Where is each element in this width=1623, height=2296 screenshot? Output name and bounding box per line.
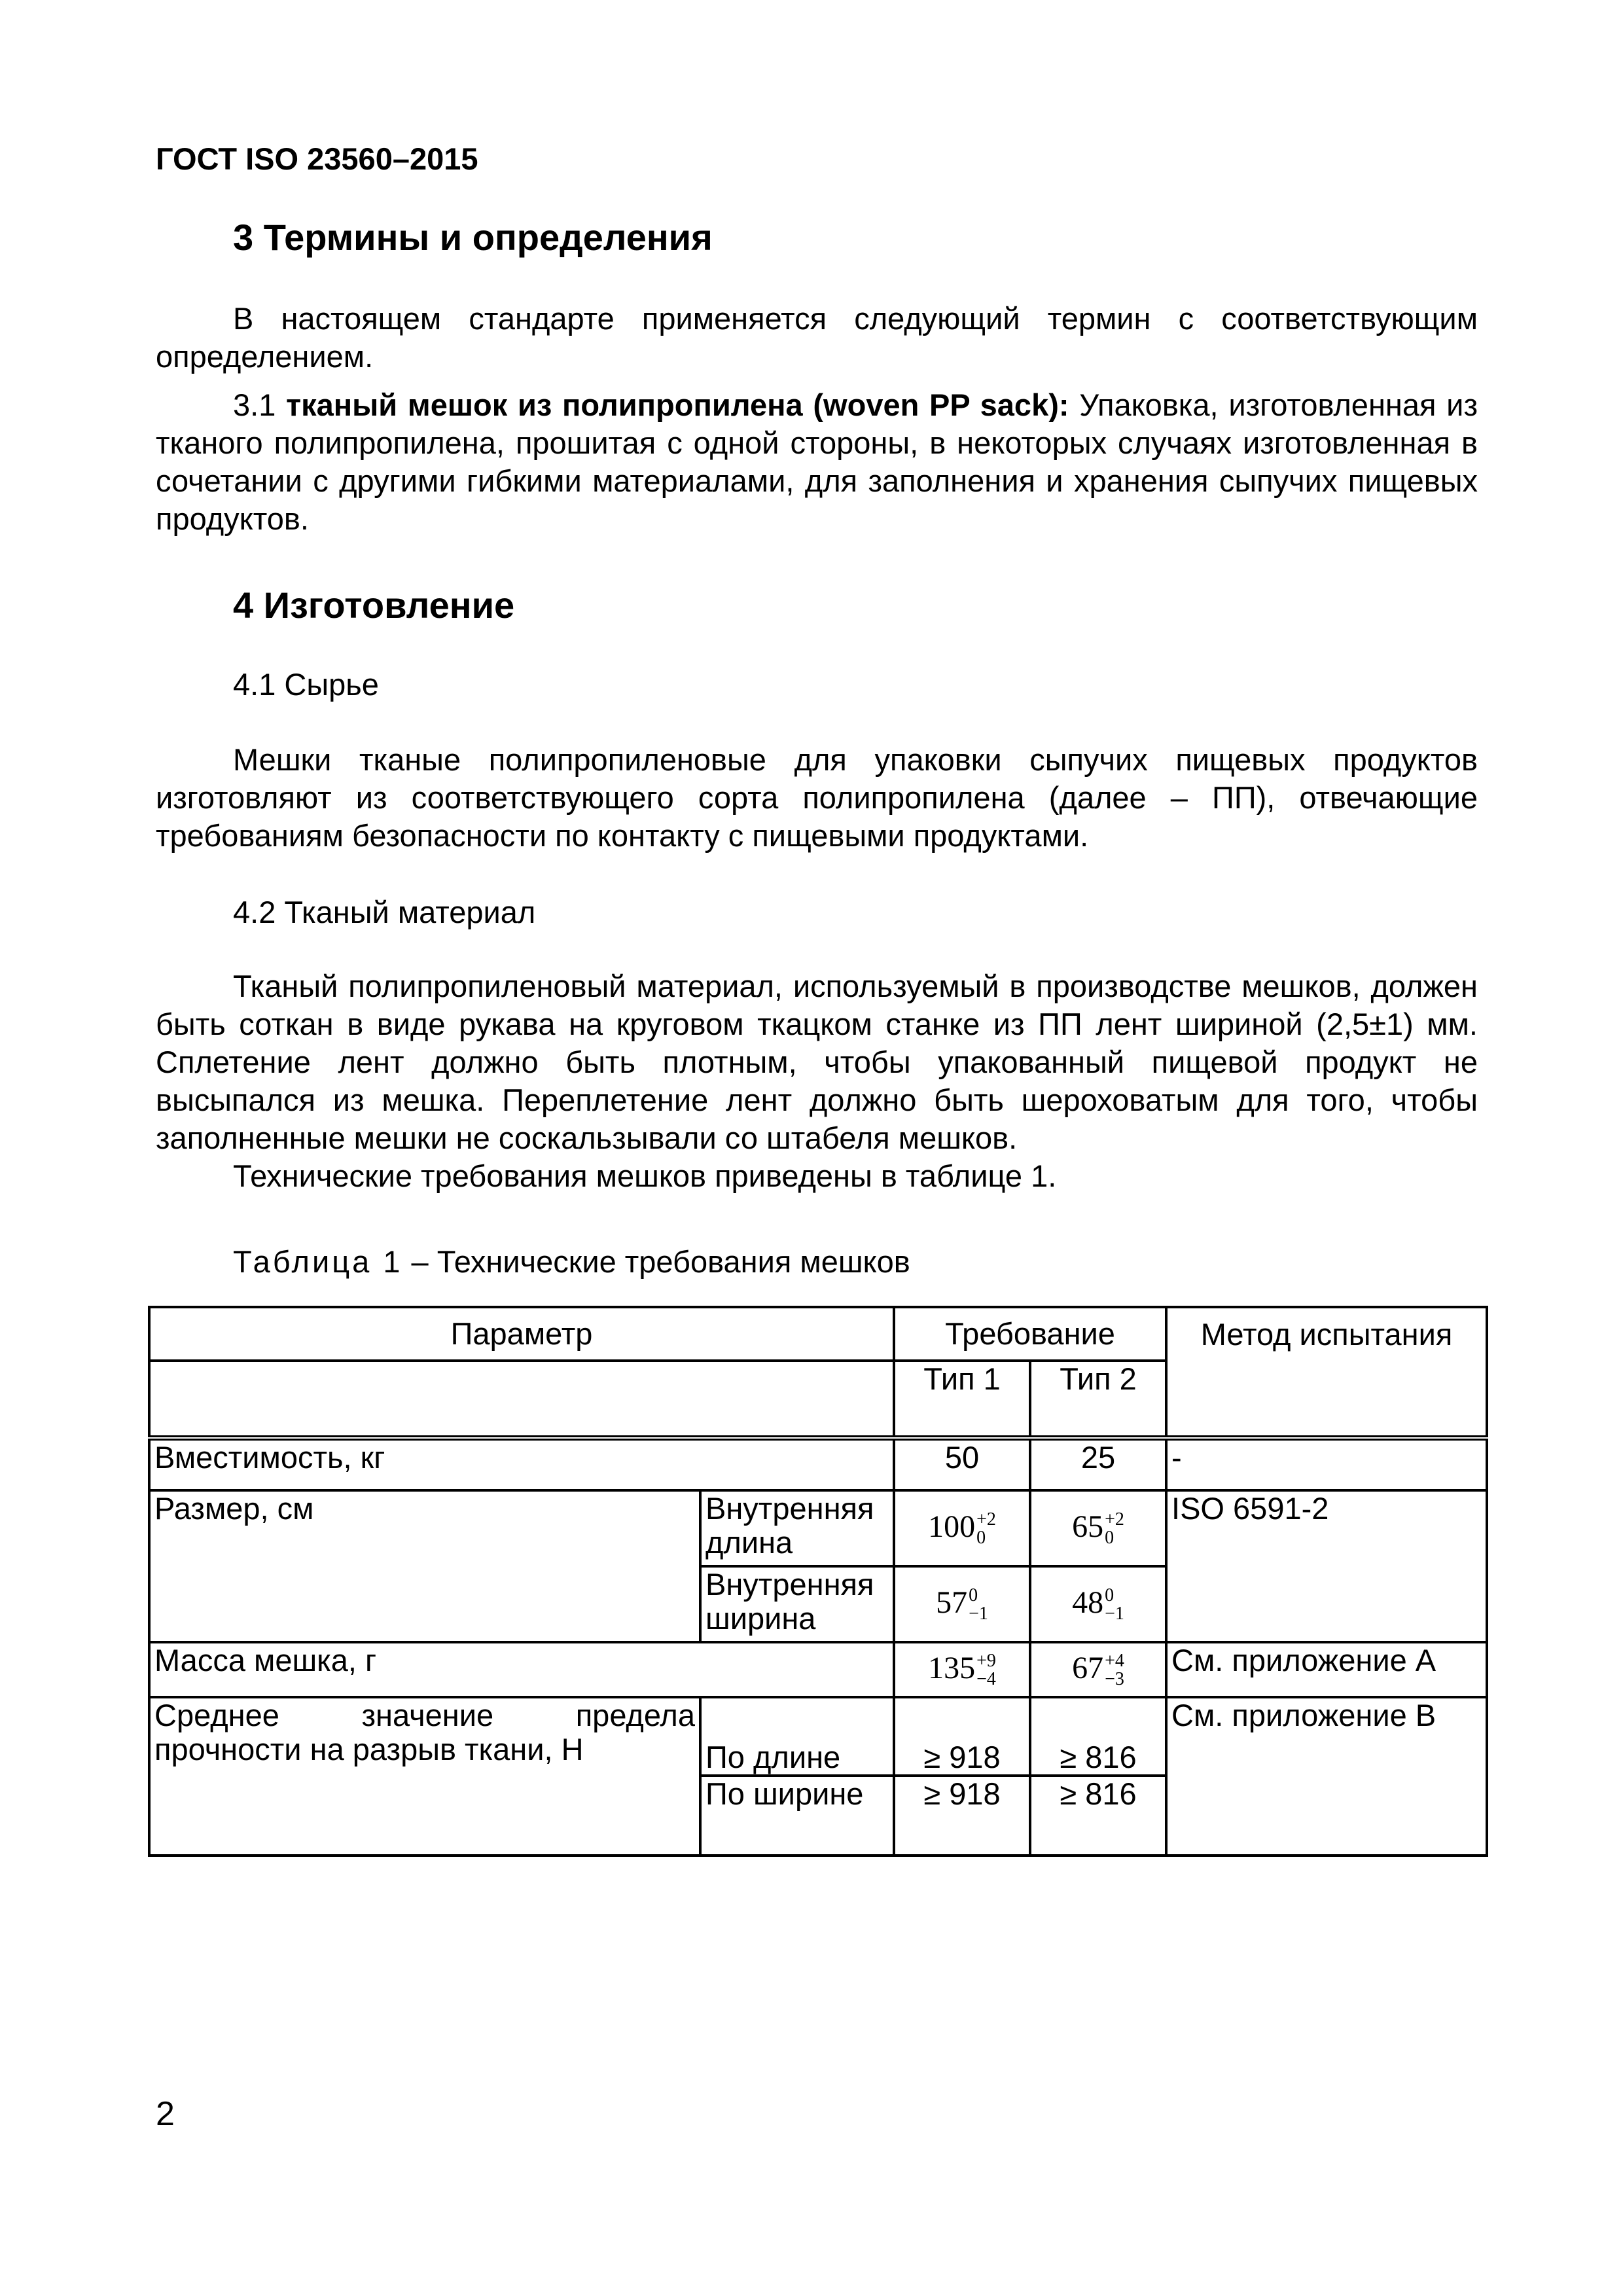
row-strength-label: Среднее значение предела прочности на разрыв ткани, Н bbox=[149, 1697, 700, 1856]
capacity-type-2: 25 bbox=[1030, 1438, 1166, 1490]
header-type-2: Тип 2 bbox=[1030, 1361, 1166, 1438]
section-3-title: 3 Термины и определения bbox=[233, 217, 713, 258]
term-number: 3.1 bbox=[233, 387, 287, 422]
inner-length-type-2: 65 +2 0 bbox=[1030, 1490, 1166, 1566]
inner-width-type-2: 48 0 −1 bbox=[1030, 1566, 1166, 1642]
header-method-empty bbox=[1166, 1361, 1487, 1438]
by-length-label: По длине bbox=[700, 1697, 894, 1776]
table-caption bbox=[233, 1244, 910, 1280]
subsection-4-2-text: Тканый полипропиленовый материал, используемый в производстве мешков, должен быть соткан в виде рукава на круговом ткацком станке из ПП лент шириной (2,5±1) мм. Сплетение лент должно быть плотным, чтобы упакованный пищевой продукт не высыпался из мешка. Переплетение лент должно быть шероховатым для того, чтобы заполненные мешки не соскальзывали со штабеля мешков. bbox=[156, 969, 1478, 1155]
row-mass-label: Масса мешка, г bbox=[149, 1642, 894, 1697]
document-header: ГОСТ ISO 23560–2015 bbox=[156, 141, 478, 176]
subsection-4-1-text: Мешки тканые полипропиленовые для упаковки сыпучих пищевых продуктов изготовляют из соответствующего сорта полипропилена (далее – ПП), отвечающие требованиям безопасности по контакту с пищевыми продуктами. bbox=[156, 742, 1478, 853]
capacity-type-1: 50 bbox=[894, 1438, 1030, 1490]
table-row bbox=[149, 1438, 1487, 1490]
by-length-type-2: ≥ 816 bbox=[1030, 1697, 1166, 1776]
header-type-1: Тип 1 bbox=[894, 1361, 1030, 1438]
section-4-title: 4 Изготовление bbox=[233, 584, 515, 626]
term-definition: Упаковка, изготовленная из тканого полипропилена, прошитая с одной стороны, в некоторых случаях изготовленная в сочетании с другими гибкими материалами, для заполнения и хранения сыпучих пищевых продуктов. bbox=[156, 387, 1478, 536]
table-caption-label: Таблица 1 bbox=[233, 1244, 403, 1279]
row-size-label: Размер, см bbox=[149, 1490, 700, 1642]
mass-type-2: 67 +4 −3 bbox=[1030, 1642, 1166, 1697]
term-name: тканый мешок из полипропилена (woven PP sack): bbox=[286, 387, 1069, 422]
header-empty bbox=[149, 1361, 894, 1438]
subsection-4-1-title: 4.1 Сырье bbox=[233, 667, 379, 702]
inner-width-type-1: 57 0 −1 bbox=[894, 1566, 1030, 1642]
by-length-type-1: ≥ 918 bbox=[894, 1697, 1030, 1776]
header-requirement: Требование bbox=[894, 1307, 1166, 1361]
by-width-type-1: ≥ 918 bbox=[894, 1776, 1030, 1856]
capacity-method: - bbox=[1166, 1438, 1487, 1490]
technical-requirements-table bbox=[148, 1306, 1488, 1857]
subsection-4-2-title: 4.2 Тканый материал bbox=[233, 895, 536, 929]
by-width-label: По ширине bbox=[700, 1776, 894, 1856]
inner-length-label: Внутренняя длина bbox=[700, 1490, 894, 1566]
row-capacity-label: Вместимость, кг bbox=[149, 1438, 894, 1490]
page-number: 2 bbox=[156, 2095, 175, 2133]
table-caption-text: – Технические требования мешков bbox=[402, 1244, 910, 1279]
section-3-intro: В настоящем стандарте применяется следующий термин с соответствующим определением. bbox=[156, 301, 1478, 374]
table-row bbox=[149, 1642, 1487, 1697]
header-test-method: Метод испытания bbox=[1166, 1307, 1487, 1361]
mass-method: См. приложение А bbox=[1166, 1642, 1487, 1697]
table-row bbox=[149, 1697, 1487, 1776]
term-3-1 bbox=[156, 386, 1478, 538]
by-width-type-2: ≥ 816 bbox=[1030, 1776, 1166, 1856]
header-parameter: Параметр bbox=[149, 1307, 894, 1361]
strength-method: См. приложение В bbox=[1166, 1697, 1487, 1856]
mass-type-1: 135 +9 −4 bbox=[894, 1642, 1030, 1697]
size-method: ISO 6591-2 bbox=[1166, 1490, 1487, 1642]
inner-length-type-1: 100 +2 0 bbox=[894, 1490, 1030, 1566]
table-row bbox=[149, 1490, 1487, 1566]
subsection-4-2-text2: Технические требования мешков приведены в таблице 1. bbox=[233, 1158, 1057, 1193]
inner-width-label: Внутренняя ширина bbox=[700, 1566, 894, 1642]
